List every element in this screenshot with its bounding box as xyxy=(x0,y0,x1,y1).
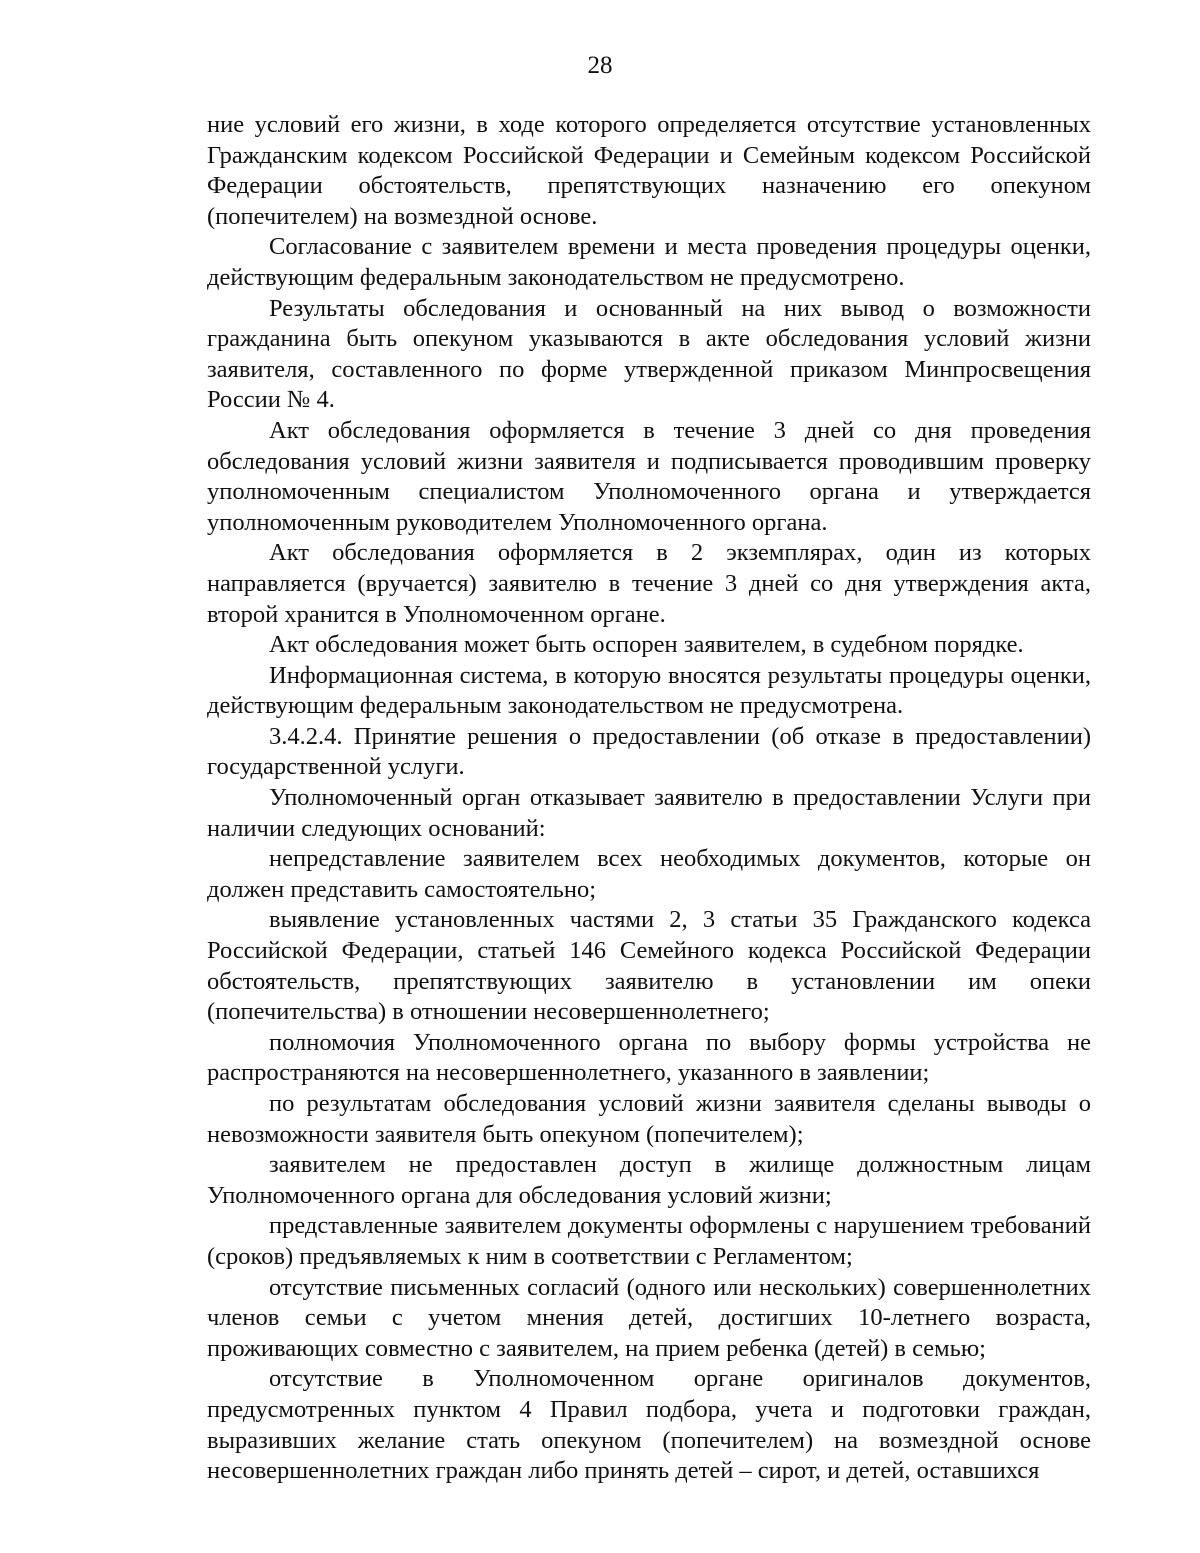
paragraph-refusal-grounds-intro: Уполномоченный орган отказывает заявителю в предоставлении Услуги при наличии следующих оснований: xyxy=(207,784,1091,842)
list-item-missing-consents: отсутствие письменных согласий (одного или нескольких) совершеннолетних членов семьи с учетом мнения детей, достигших 10-летнего возраста, проживающих совместно с заявителем, на прием ребенка (детей) в семью; xyxy=(207,1273,1091,1362)
paragraph-information-system: Информационная система, в которую вносятся результаты процедуры оценки, действующим федеральным законодательством не предусмотрена. xyxy=(207,661,1091,720)
paragraph-assessment-scheduling: Согласование с заявителем времени и места проведения процедуры оценки, действующим федеральным законодательством не предусмотрено. xyxy=(207,233,1091,291)
list-item-document-violations: представленные заявителем документы оформлены с нарушением требований (сроков) предъявляемых к ним в соответствии с Регламентом; xyxy=(207,1212,1091,1270)
section-heading-3-4-2-4: 3.4.2.4. Принятие решения о предоставлении (об отказе в предоставлении) государственной услуги. xyxy=(207,722,1091,781)
paragraph-inspection-results: Результаты обследования и основанный на них вывод о возможности гражданина быть опекуном указываются в акте обследования условий жизни заявителя, составленного по форме утвержденной приказом Минпросвещения России № 4. xyxy=(207,294,1091,414)
list-item-no-access: заявителем не предоставлен доступ в жилище должностным лицам Уполномоченного органа для обследования условий жизни; xyxy=(207,1151,1091,1209)
list-item-inspection-conclusion: по результатам обследования условий жизни заявителя сделаны выводы о невозможности заявителя быть опекуном (попечителем); xyxy=(207,1090,1091,1148)
paragraph-act-appeal: Акт обследования может быть оспорен заявителем, в судебном порядке. xyxy=(269,631,1024,659)
paragraph-act-execution: Акт обследования оформляется в течение 3 дней со дня проведения обследования условий жизни заявителя и подписывается проводившим проверку уполномоченным специалистом Уполномоченного органа и утверждается уполномоченным руководителем Уполномоченного органа. xyxy=(207,416,1091,536)
list-item-legal-circumstances: выявление установленных частями 2, 3 статьи 35 Гражданского кодекса Российской Федерации, статьей 146 Семейного кодекса Российской Федерации обстоятельств, препятствующих заявителю в установлении им опеки (попечительства) в отношении несовершеннолетнего; xyxy=(207,906,1091,1026)
page-number: 28 xyxy=(587,52,613,79)
list-item-missing-documents: непредставление заявителем всех необходимых документов, которые он должен представить самостоятельно; xyxy=(207,845,1091,903)
paragraph-continuation: ние условий его жизни, в ходе которого определяется отсутствие установленных Гражданским кодексом Российской Федерации и Семейным кодексом Российской Федерации обстоятельств, препятствующих назначению его опекуном (попечителем) на возмездной основе. xyxy=(207,111,1091,230)
document-body xyxy=(207,110,1091,1487)
paragraph-act-copies: Акт обследования оформляется в 2 экземплярах, один из которых направляется (вручается) заявителю в течение 3 дней со дня утверждения акта, второй хранится в Уполномоченном органе. xyxy=(207,539,1091,628)
list-item-authority-scope: полномочия Уполномоченного органа по выбору формы устройства не распространяются на несовершеннолетнего, указанного в заявлении; xyxy=(207,1028,1091,1087)
list-item-missing-originals: отсутствие в Уполномоченном органе оригиналов документов, предусмотренных пунктом 4 Правил подбора, учета и подготовки граждан, выразивших желание стать опекуном (попечителем) на возмездной основе несовершеннолетних граждан либо принять детей – сирот, и детей, оставшихся xyxy=(207,1365,1091,1485)
